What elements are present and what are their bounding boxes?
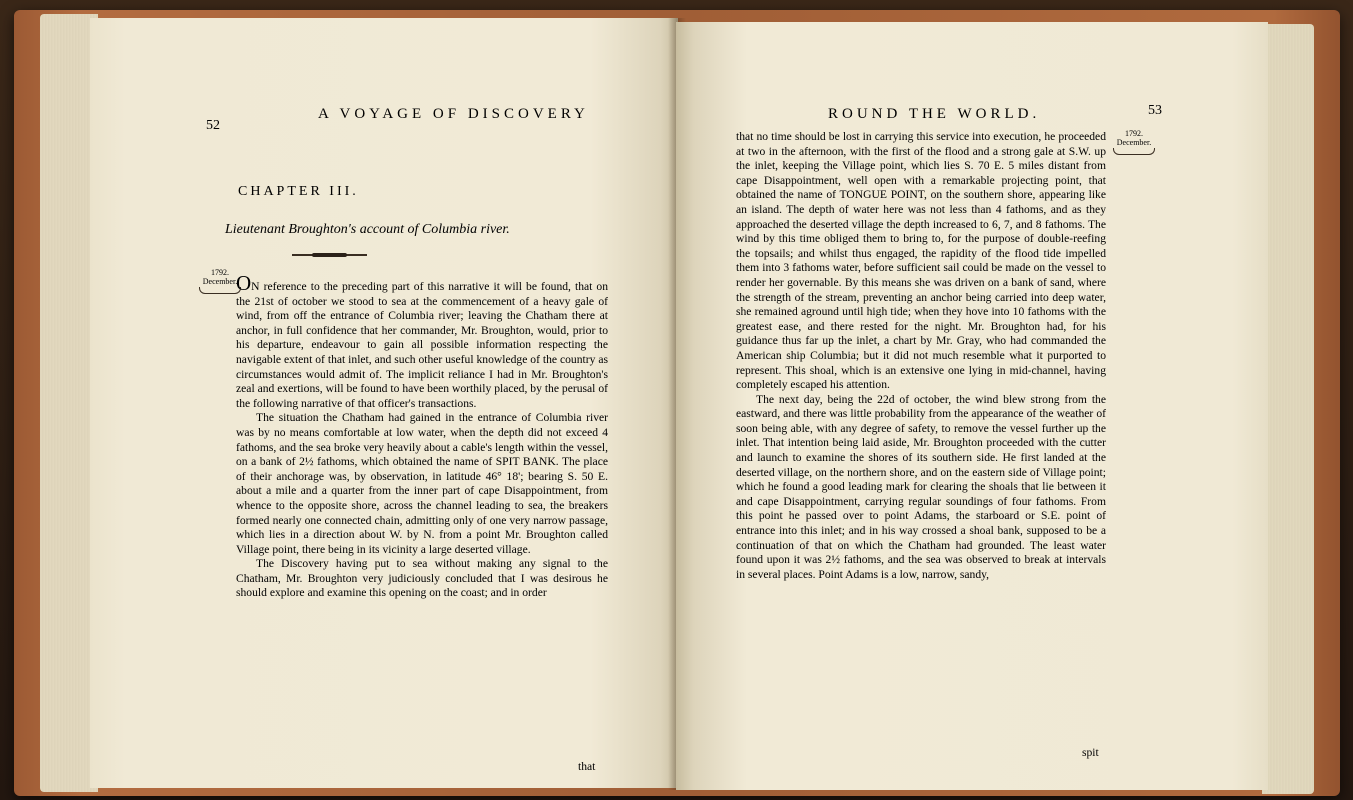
right-margin-date: [1110, 129, 1158, 155]
margin-brace: [1113, 148, 1155, 155]
paragraph: The situation the Chatham had gained in the entrance of Columbia river was by no means comfortable at low water, when the depth did not exceed 4 fathoms, and the sea broke very heavily about a cable's length within the vessel, on a bank of 2½ fathoms, which obtained the name of SPIT BANK. The place of their anchorage was, by observation, in latitude 46° 18'; bearing S. 50 E. about a mile and a quarter from the inner part of cape Disappointment, from whence to the opposite shore, across the channel leading to sea, the breakers formed nearly one connected chain, admitting only of one very narrow passage, which lies in a direction about W. by N. from a point Mr. Broughton called Village point, there being in its vicinity a large deserted village.: [236, 411, 608, 556]
margin-year: 1792.: [1125, 129, 1143, 138]
drop-cap: O: [236, 271, 252, 295]
right-page-edges: [1262, 24, 1314, 794]
margin-year: 1792.: [211, 268, 229, 277]
right-page-number: 53: [1148, 103, 1162, 118]
left-running-head: A VOYAGE OF DISCOVERY: [318, 106, 589, 122]
margin-brace: [199, 287, 241, 294]
right-body-text: [736, 130, 1106, 582]
paragraph: ON reference to the preceding part of this narrative it will be found, that on the 21st of october we stood to sea at the commencement of a heavy gale of wind, from off the entrance of Columbia river; leaving the Chatham there at anchor, in full confidence that her commander, Mr. Broughton, would, prior to his departure, endeavour to gain all possible information respecting the navigable extent of that inlet, and such other useful knowledge of the country as circumstances would admit of. The implicit reliance I had in Mr. Broughton's zeal and exertions, will be found to have been worthily placed, by the perusal of the following narrative of that officer's transactions.: [236, 271, 608, 410]
chapter-heading: CHAPTER III.: [238, 184, 359, 199]
chapter-subtitle: Lieutenant Broughton's account of Columbia river.: [225, 222, 510, 237]
ornamental-rule: [292, 254, 367, 256]
paragraph: that no time should be lost in carrying this service into execution, he proceeded at two in the afternoon, with the first of the flood and a strong gale at S.W. up the inlet, keeping the Village point, which lies S. 70 E. 5 miles distant from cape Disappointment, well open with a remarkable projecting point, that obtained the name of TONGUE POINT, on the southern shore, appearing like an island. The depth of water here was not less than 4 fathoms, and as they approached the deserted village the depth increased to 6, 7, and 8 fathoms. The wind by this time obliged them to bring to, for the purpose of double-reefing the topsails; and whilst thus engaged, the rapidity of the flood tide impelled them into 3 fathoms water, before sufficient sail could be made on the vessel to render her governable. By this means she was driven on a bank of sand, where the strength of the stream, preventing an anchor being carried into deep water, she remained aground until high tide; when they hove into 10 fathoms with the greatest ease, and there rested for the night. Mr. Broughton had, for his guidance thus far up the inlet, a chart by Mr. Gray, who had commanded the American ship Columbia; but it did not much resemble what it purported to represent. This shoal, which is an extensive one lying in mid-channel, having completely escaped his attention.: [736, 130, 1106, 392]
paragraph: The Discovery having put to sea without making any signal to the Chatham, Mr. Broughton very judiciously concluded that I was desirous he should explore and examine this opening on the coast; and in order: [236, 557, 608, 600]
left-catchword: that: [578, 760, 596, 773]
paragraph: The next day, being the 22d of october, the wind blew strong from the eastward, and there was little probability from the appearance of the weather of soon being able, with any degree of safety, to remove the vessel further up the inlet. That intention being laid aside, Mr. Broughton proceeded with the cutter and launch to examine the shores of its southern side. He first landed at the deserted village, on the northern shore, and on the eastern side of Village point; which he found a good leading mark for clearing the shoals that lie between it and cape Disappointment, carrying regular soundings of four fathoms. From this point he passed over to point Adams, the starboard or S.E. point of entrance into this inlet; and in his way crossed a shoal bank, supposed to be a continuation of that on which the Chatham had grounded. The least water found upon it was 2½ fathoms, and the sea was observed to break at intervals in several places. Point Adams is a low, narrow, sandy,: [736, 392, 1106, 581]
left-page-number: 52: [206, 118, 220, 133]
right-catchword: spit: [1082, 746, 1099, 759]
left-body-text: [236, 271, 608, 601]
margin-month: December.: [1116, 138, 1152, 147]
right-running-head: ROUND THE WORLD.: [828, 106, 1041, 122]
margin-month: December.: [202, 277, 238, 286]
